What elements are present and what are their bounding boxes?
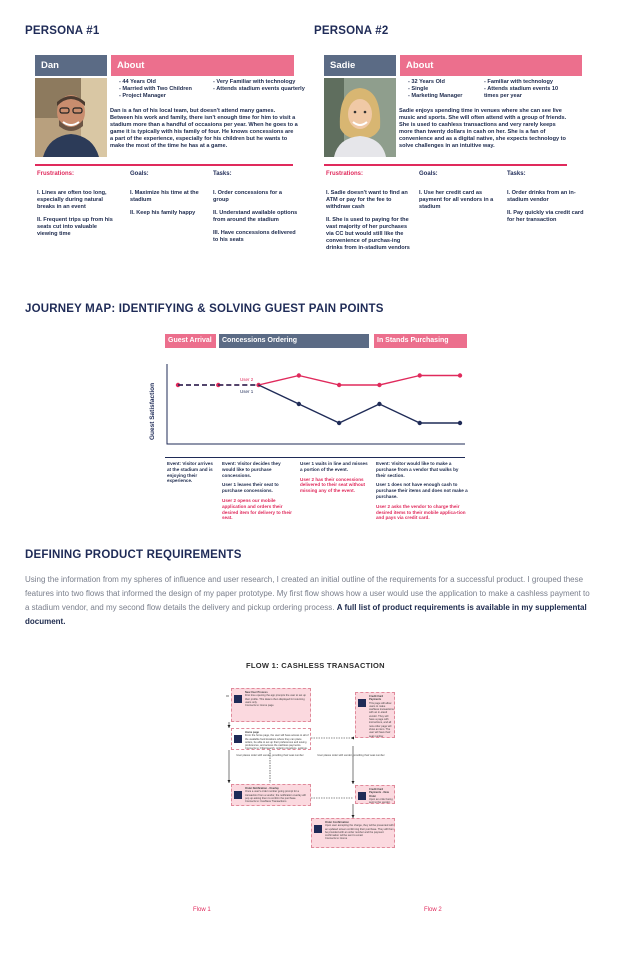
flow1-caption: Flow 1 xyxy=(193,907,211,913)
task-item: I. Order drinks from an in-stadium vendor xyxy=(507,190,576,203)
fact-item: - Very Familiar with technology xyxy=(213,79,296,85)
persona-heading: PERSONA #2 xyxy=(314,25,389,37)
data-point xyxy=(458,421,462,425)
journey-chart xyxy=(140,356,475,458)
data-point xyxy=(297,373,301,377)
stage-concessions-ordering: Concessions Ordering xyxy=(219,334,369,348)
user1-label: User 1 xyxy=(240,389,254,394)
persona-about-label: About xyxy=(111,55,294,76)
flow-box-title: Order Confirmation xyxy=(325,821,349,824)
fact-item: - Single xyxy=(408,86,429,92)
flow-box-title: Credit Card Payments xyxy=(369,695,384,702)
stage-in-stands: In Stands Purchasing xyxy=(374,334,467,348)
persona-facts-right xyxy=(213,79,308,93)
flow-connector-label: User places order with vendor, providing their seat number xyxy=(236,754,304,757)
event-user1-text: User 1 does not have enough cash to purchase their items and does not make a purchase. xyxy=(376,482,468,499)
requirements-title: DEFINING PRODUCT REQUIREMENTS xyxy=(25,549,242,561)
flow-diagram xyxy=(223,686,395,884)
journey-event xyxy=(376,461,468,521)
series-segment xyxy=(259,376,299,386)
fact-item: - 44 Years Old xyxy=(119,79,156,85)
flow-box-connects: Connects to: Filter/search, ordering locations, settings, xyxy=(245,747,308,750)
persona-bio: Sadie enjoys spending time in venues where she can see live music and sports. She will often attend with a group of friends. She is used to cashless transactions and very rarely keeps more than twenty dollars in cash on her. She is a fan of convenience and as a digital native, she expects technology to solve challenges in an intuitive way. xyxy=(399,108,567,150)
event-text: Event: Visitor arrives at the stadium and is enjoying their experience. xyxy=(167,461,213,484)
check-icon xyxy=(313,821,323,831)
flow-box xyxy=(231,728,311,750)
flow-box-text: From the home page, the user will have access to all of the available food locations where they can place orders, be able to set up their preferences and saving preferences, and access the cashless payments. xyxy=(245,734,309,748)
goals-list xyxy=(130,183,205,230)
fact-item: - Familiar with technology xyxy=(484,79,553,85)
credit-card-icon xyxy=(357,695,367,705)
flow-box-text: Once a user's order number going prompt for a transaction from a vendor, the notification overlay will pop up asking them to confirm the purchase. xyxy=(245,790,306,800)
requirements-paragraph: Using the information from my spheres of influence and user research, I created an initial outline of the requirements for a successful product. I grouped these features into two flows that informed the design of my paper prototype. My first flow shows how a user would use the application to make a cashless payment to a stadium vendor, and my second flow details the delivery and pickup ordering process. A full list of product requirements is available in my supplemental document. xyxy=(25,575,590,626)
persona-facts-left xyxy=(119,79,209,100)
data-point xyxy=(377,402,381,406)
persona-photo xyxy=(35,78,107,157)
fact-item: - 32 Years Old xyxy=(408,79,445,85)
task-item: III. Have concessions delivered to his seats xyxy=(213,230,296,243)
persona-facts-right xyxy=(484,79,569,100)
flow-box-text: First time opening the app prompts the user to set up their profile. This data is then displayed for returning users only. xyxy=(245,694,306,704)
flow-box xyxy=(231,784,311,806)
fact-item: - Attends stadium events 10 times per year xyxy=(484,86,559,99)
event-text: Event: Visitor decides they would like to purchase concessions. xyxy=(222,461,281,478)
event-user2-text: User 2 asks the vendor to charge their desired items to their mobile applica-tion and pays via credit card. xyxy=(376,503,466,521)
fact-item: - Marketing Manager xyxy=(408,93,463,99)
flow-box-title: Order Notification - Overlay xyxy=(245,787,279,790)
data-point xyxy=(458,373,462,377)
persona-photo xyxy=(324,78,396,157)
fact-item: - Married with Two Children xyxy=(119,86,192,92)
journey-title: JOURNEY MAP: IDENTIFYING & SOLVING GUEST PAIN POINTS xyxy=(25,303,384,315)
tasks-list xyxy=(507,183,587,237)
flow-box-text: Upon an order being sent to the vendor, xyxy=(369,797,393,804)
frustration-item: I. Lines are often too long, especially during natural breaks in an event xyxy=(37,190,107,210)
home-icon xyxy=(233,731,243,741)
frustration-item: II. She is used to paying for the vast majority of her purchases via CC but would still like the convenience of purchas-ing drinks from in-stadium vendors xyxy=(326,217,410,251)
people-icon xyxy=(233,691,243,701)
series-segment xyxy=(379,404,419,423)
persona-heading: PERSONA #1 xyxy=(25,25,100,37)
goals-label: Goals: xyxy=(419,171,438,177)
journey-divider xyxy=(165,457,465,458)
flow-box-text: This page will allow users to make cashless transactions with an in-stand vendor. They will have a page with instructions, and all new order page will show an item. The user will have their seat number xyxy=(369,701,394,738)
flow-box-connects: Connects to: Cashless Transactions xyxy=(245,800,287,804)
tasks-label: Tasks: xyxy=(507,171,526,177)
frustrations-label: Frustrations: xyxy=(37,171,75,177)
frustrations-list xyxy=(326,183,414,265)
goals-list xyxy=(419,183,499,224)
task-item: II. Pay quickly via credit card for her transaction xyxy=(507,210,584,223)
persona-divider xyxy=(35,164,293,166)
flow-box-title: Home page xyxy=(245,731,259,734)
chart-ylabel: Guest Satisfaction xyxy=(149,382,156,440)
man-portrait-icon xyxy=(35,78,107,157)
frustrations-list xyxy=(37,183,115,251)
frustration-item: II. Frequent trips up from his seats cut into valuable viewing time xyxy=(37,217,113,237)
flow-box-title: New User Process xyxy=(245,691,268,694)
goal-item: I. Use her credit card as payment for all vendors in a stadium xyxy=(419,190,494,210)
flow-box-connects: Connects to: Home xyxy=(325,837,348,841)
journey-event xyxy=(167,461,217,484)
goals-label: Goals: xyxy=(130,171,149,177)
flow-box-text: Upon user accepting the charge, they will be presented with an updated screen confirming their purchase. They will then be provided with an order number and the payment confirmation will be sent to email. xyxy=(325,824,394,838)
goal-item: I. Maximize his time at the stadium xyxy=(130,190,199,203)
series-segment xyxy=(339,404,379,423)
goal-item: II. Keep his family happy xyxy=(130,210,196,216)
data-point xyxy=(337,421,341,425)
series-segment xyxy=(379,376,419,386)
frustrations-label: Frustrations: xyxy=(326,171,364,177)
journey-event xyxy=(300,461,370,494)
flow-box xyxy=(231,688,311,722)
event-user1-text: User 1 leaves their seat to purchase concessions. xyxy=(222,482,279,494)
frustration-item: I. Sadie doesn't want to find an ATM or pay for the fee to withdraw cash xyxy=(326,190,408,210)
task-item: I. Order concessions for a group xyxy=(213,190,283,203)
data-point xyxy=(297,402,301,406)
flow-box-title: Credit Card Payments - New Order xyxy=(369,788,389,798)
event-text: User 1 waits in line and misses a portion of the event. xyxy=(300,461,368,472)
data-point xyxy=(377,383,381,387)
flow-box xyxy=(355,785,395,804)
user2-label: User 2 xyxy=(240,377,254,382)
journey-event xyxy=(222,461,294,521)
persona-about-label: About xyxy=(400,55,582,76)
flow-box xyxy=(311,818,395,848)
fact-item: - Attends stadium events quarterly xyxy=(213,86,305,92)
data-point xyxy=(418,421,422,425)
flow-box-connects: Connects to: Home page xyxy=(245,704,274,708)
tasks-label: Tasks: xyxy=(213,171,232,177)
series-segment xyxy=(299,376,339,386)
persona-divider xyxy=(324,164,567,166)
tasks-list xyxy=(213,183,298,257)
alert-icon xyxy=(233,787,243,797)
data-point xyxy=(418,373,422,377)
flow2-caption: Flow 2 xyxy=(424,907,442,913)
credit-card-icon xyxy=(357,788,367,798)
series-segment xyxy=(259,385,299,404)
flow-title: FLOW 1: CASHLESS TRANSACTION xyxy=(246,661,385,670)
flow-connector-label: User places order with vendor, providing their seat number xyxy=(317,754,385,757)
flow-box xyxy=(355,692,395,738)
persona-name: Sadie xyxy=(324,55,396,76)
event-user2-text: User 2 has their concessions delivered to their seat without missing any of the event. xyxy=(300,476,366,494)
woman-portrait-icon xyxy=(324,78,396,157)
event-user2-text: User 2 opens our mobile application and orders their desired item for delivery to their seat. xyxy=(222,497,292,521)
data-point xyxy=(337,383,341,387)
task-item: II. Understand available options from around the stadium xyxy=(213,210,298,223)
fact-item: - Project Manager xyxy=(119,93,166,99)
series-segment xyxy=(299,404,339,423)
stage-guest-arrival: Guest Arrival xyxy=(165,334,216,348)
persona-bio: Dan is a fan of his local team, but doesn't attend many games. Between his work and family, there isn't enough time for him to visit a stadium more than a handful of occasions per year. When he goes to a game it is typically with his family of four. He knows concessions are a part of the experience, especially for his children but he wants to make the most of the time he has at a game. xyxy=(110,108,298,150)
persona-name: Dan xyxy=(35,55,107,76)
event-text: Event: Visitor would like to make a purchase from a vendor that walks by their section. xyxy=(376,461,459,478)
